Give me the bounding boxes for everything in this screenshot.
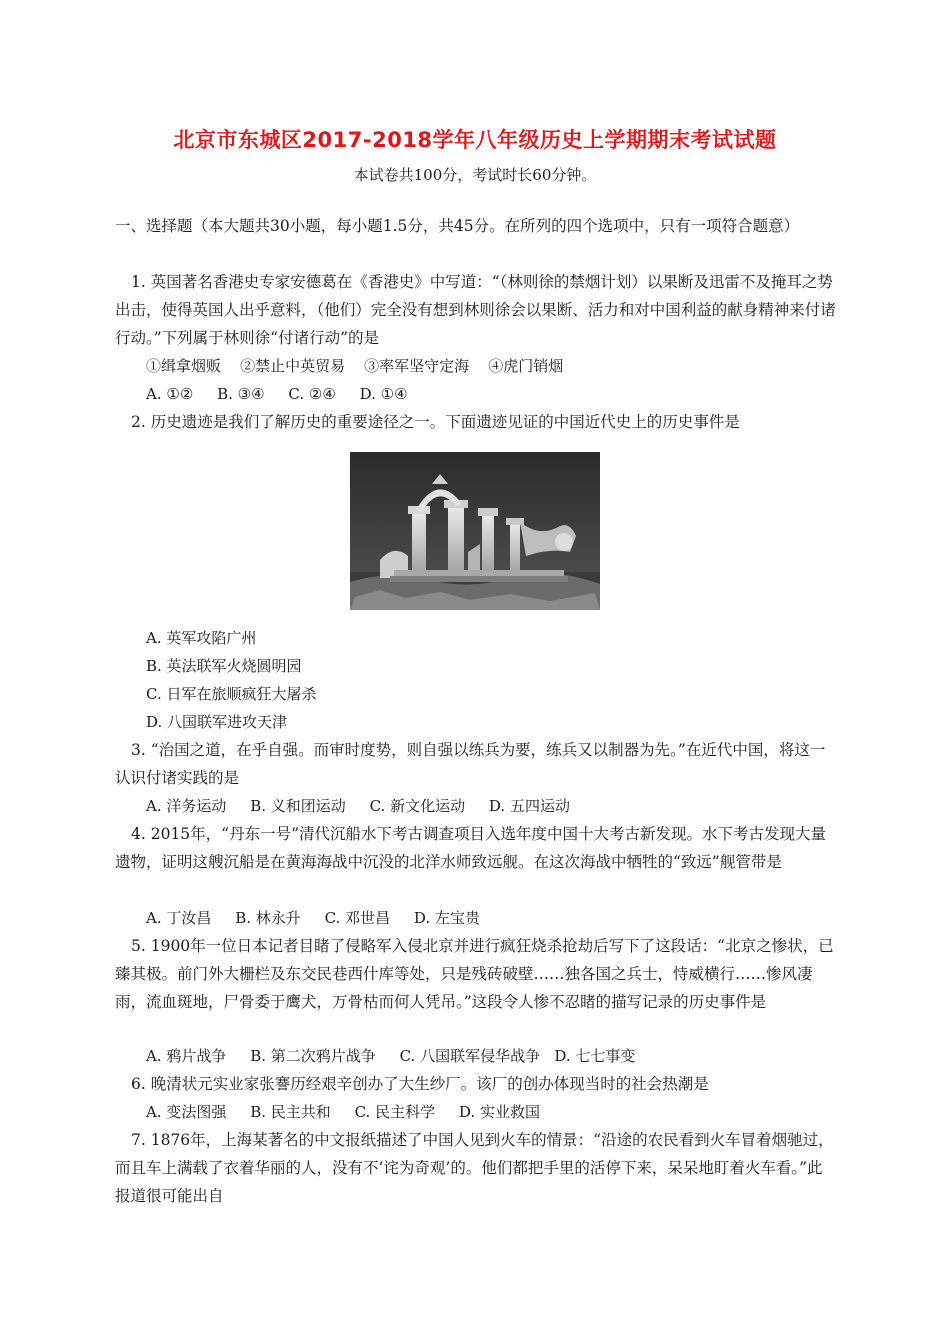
question-4-text: 4. 2015年，“丹东一号”清代沉船水下考古调查项目入选年度中国十大考古新发现。水下考古发现大量遗物，证明这艘沉船是在黄海海战中沉没的北洋水师致远舰。在这次海战中牺牲的“致远”舰管带是 xyxy=(115,825,827,871)
exam-info: 本试卷共100分，考试时长60分钟。 xyxy=(353,166,597,184)
question-5-text: 5. 1900年一位日本记者目睹了侵略军入侵北京并进行疯狂烧杀抢劫后写下了这段话：“北京之惨状，已臻其极。前门外大栅栏及东交民巷西什库等处，只是残砖破壁……独各国之兵士，恃威横行……惨风凄雨，流血斑地，尸骨委于鹰犬，万骨枯而何人凭吊。”这段令人惨不忍睹的描写记录的历史事件是 xyxy=(115,937,834,1011)
question-7-text: 7. 1876年，上海某著名的中文报纸描述了中国人见到火车的情景：“沿途的农民看到火车冒着烟驰过，而且车上满载了衣着华丽的人，没有不‘诧为奇观’的。他们都把手里的活停下来，呆呆地盯着火车看。”此报道很可能出自 xyxy=(115,1131,834,1205)
section-header: 一、选择题（本大题共30小题，每小题1.5分，共45分。在所列的四个选项中，只有一项符合题意） xyxy=(115,217,800,235)
question-2-option-b: B. 英法联军火烧圆明园 xyxy=(146,657,302,675)
question-1-text: 1. 英国著名香港史专家安德葛在《香港史》中写道：“（林则徐的禁烟计划）以果断及迅雷不及掩耳之势出击，使得英国人出乎意料，（他们）完全没有想到林则徐会以果断、活力和对中国利益的献身精神来付诸行动。”下列属于林则徐“付诸行动”的是 xyxy=(115,273,836,347)
question-6-text: 6. 晚清状元实业家张謇历经艰辛创办了大生纱厂。该厂的创办体现当时的社会热潮是 xyxy=(131,1075,709,1093)
question-2-option-c: C. 日军在旅顺疯狂大屠杀 xyxy=(146,685,317,703)
question-1-options: A. ①② B. ③④ C. ②④ D. ①④ xyxy=(146,385,408,403)
question-3-options: A. 洋务运动 B. 义和团运动 C. 新文化运动 D. 五四运动 xyxy=(146,797,570,815)
question-4-options: A. 丁汝昌 B. 林永升 C. 邓世昌 D. 左宝贵 xyxy=(146,909,480,927)
question-1-items: ①缉拿烟贩 ②禁止中英贸易 ③率军坚守定海 ④虎门销烟 xyxy=(146,357,564,375)
question-6-options: A. 变法图强 B. 民主共和 C. 民主科学 D. 实业救国 xyxy=(146,1103,540,1121)
question-2-option-a: A. 英军攻陷广州 xyxy=(146,629,257,647)
question-2-option-d: D. 八国联军进攻天津 xyxy=(146,713,288,731)
question-3-text: 3. “治国之道，在乎自强。而审时度势，则自强以练兵为要，练兵又以制器为先。”在近代中国，将这一认识付诸实践的是 xyxy=(115,741,826,787)
question-5-options: A. 鸦片战争 B. 第二次鸦片战争 C. 八国联军侵华战争 D. 七七事变 xyxy=(146,1047,636,1065)
page-title: 北京市东城区2017-2018学年八年级历史上学期期末考试试题 xyxy=(173,128,777,152)
question-2-text: 2. 历史遗迹是我们了解历史的重要途径之一。下面遗迹见证的中国近代史上的历史事件是 xyxy=(131,413,740,431)
ruins-photo-icon xyxy=(350,452,600,610)
